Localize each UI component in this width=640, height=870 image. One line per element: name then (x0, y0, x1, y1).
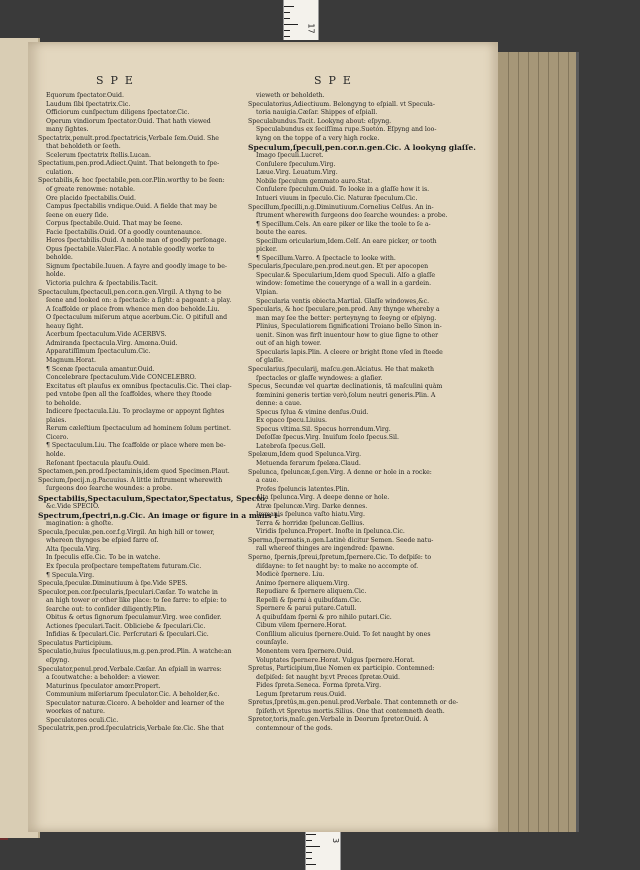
entry-line: Spectatium,pen.prod.Adiect.Quint. That belongeth to ſpe- (38, 160, 220, 168)
entry-line: Opus ſpectabile.Valer.Flac. A notable goodly worke to (46, 245, 215, 253)
entry-line: ſeene and looked on: a ſpectacle: a ſight: a pageant: a play. (46, 297, 232, 305)
entry-line: a ſcoutwatche: a beholder: a viewer. (46, 674, 160, 682)
entry-line: toria nauigia.Cæſar. Shippes of eſpiall. (256, 109, 378, 117)
entry-line: Spelunca, ſpeluncæ,ſ.gen.Virg. A denne or hole in a rocke: (248, 468, 432, 476)
entry-line: that beholdeth or ſeeth. (46, 143, 121, 151)
page-edges (498, 52, 579, 832)
page-header-right: SPE (314, 74, 358, 87)
entry-line: Speculatio,huius ſpeculatiuus,m.g.pen.prod.Plin. A watche:an (38, 648, 232, 656)
entry-line: Specus vltima.Sil. Specus horrendum.Virg. (256, 425, 391, 433)
entry-line: Immanis ſpelunca vaſto hiatu.Virg. (256, 511, 365, 519)
entry-line: Spectrum,ſpectri,n.g.Cic. An image or figure in a mans i- (38, 511, 281, 521)
entry-line: Reſonant ſpectacula plauſu.Ouid. (46, 459, 150, 467)
entry-line: Specularis,ſpeculare,pen.prod.neut.gen. Et per apocopen (248, 263, 429, 271)
entry-line: ſtrument wherewith ſurgeons doo ſearche woundes: a probe. (256, 212, 448, 220)
entry-line: Laudum ſibi ſpectatrix.Cic. (46, 100, 131, 108)
entry-line: Speculatorius,Adiectiuum. Belongyng to eſpiall. vt Specula- (248, 100, 435, 108)
entry-line: Signum ſpectabile.Iuuen. A fayre and goodly image to be- (46, 262, 228, 270)
entry-line: &c.Vide SPECIO. (46, 502, 100, 510)
page-header-left: SPE (96, 74, 140, 87)
entry-line: Scelerum ſpectatrix ſtellis.Lucan. (46, 151, 151, 159)
entry-line: Speculator naturæ.Cicero. A beholder and learner of the (46, 699, 225, 707)
entry-line: Conſulere ſpeculum.Virg. (256, 160, 336, 168)
entry-line: Magnum.Horat. (46, 356, 97, 364)
entry-line: ¶ Specillum.Varro. A ſpectacle to looke with. (256, 254, 396, 262)
entry-line: diſdayne: to ſet naught by: to make no accompte of. (256, 562, 419, 570)
entry-line: Concelebrare ſpectaculum.Vide CONCELEBRO. (46, 374, 197, 382)
entry-line: of glaſſe. (256, 357, 284, 365)
entry-line: Læue.Virg. Leuatum.Virg. (256, 169, 338, 177)
entry-line: Cicero. (46, 433, 69, 441)
entry-line: many ſightes. (46, 126, 89, 134)
entry-line: ſpiſeth.vt Spretus mortis.Silius. One that contemneth death. (256, 707, 445, 715)
entry-line: Monentem vera ſpernere.Ouid. (256, 648, 354, 655)
entry-line: Ex opaco ſpecu.Liuius. (256, 417, 328, 425)
entry-line: Spectaculum,ſpectaculi,pen.cor.n.gen.Virgil. A thyng to be (38, 288, 222, 296)
entry-line: Facie ſpectabilis.Ouid. Of a goodly countenaunce. (46, 228, 203, 236)
entry-line: Specularia ventis obiecta.Martial. Glaſſe windowes,&c. (256, 297, 430, 305)
entry-line: O ſpectaculum miſerum atque acerbum.Cic. O pitifull and (46, 314, 228, 322)
entry-line: Corpus ſpectabile.Ouid. That may be ſeene. (46, 220, 183, 228)
entry-line: Maturinus ſpeculator amœr.Propert. (46, 682, 161, 690)
entry-line: Speculator,penul.prod.Verbale.Cæſar. An eſpiall in warres: (38, 665, 222, 673)
entry-line: Repudiare & ſpernere aliquem.Cic. (256, 588, 367, 596)
entry-line: Obitus & ortus ſignorum ſpeculamur.Virg. wee conſider. (46, 614, 222, 622)
entry-line: Specula,ſpeculæ,pen.cor.f.g.Virgil. An high hill or tower, (38, 528, 215, 536)
entry-line: Latebroſa ſpecus.Gell. (256, 442, 326, 450)
entry-line: Metuenda ferarum ſpelæa.Claud. (256, 459, 361, 467)
entry-line: of greate renowme: notable. (46, 186, 136, 194)
entry-line: In ſpeculis eſſe.Cic. To be in watche. (46, 554, 161, 562)
entry-line: Admiranda ſpectacula.Virg. Amœna.Ouid. (46, 339, 178, 347)
dictionary-page (28, 42, 498, 832)
ruler-bottom-number: 3 (330, 837, 340, 844)
entry-line: ¶ Scenæ ſpectacula amantur.Ouid. (46, 365, 155, 373)
entry-line: Specillum,ſpecilli,n.g.Diminutiuum.Cornelius Celſus. An in- (248, 203, 434, 211)
entry-line: Spectabilis,Spectaculum,Spectator,Spectatus, Specto, (38, 493, 268, 503)
entry-line: Ore placido ſpectabilis.Ouid. (46, 194, 136, 202)
entry-line: A ſcaffolde or place from whence men doo beholde.Liu. (46, 305, 220, 313)
entry-line: Atræ ſpeluncæ.Virg. Darke dennes. (256, 502, 368, 510)
entry-line: Speculabundus ex ſeciſſima rupe.Suetón. Eſpyng and loo- (256, 126, 437, 134)
entry-line: Legum ſpretarum reus.Ouid. (256, 690, 347, 698)
entry-line: Terra & horridæ ſpeluncæ.Gellius. (256, 519, 365, 527)
entry-line: Specularis, & hoc ſpeculare,pen.prod. Any thynge whereby a (248, 306, 440, 314)
entry-line: counſayle. (256, 639, 289, 647)
entry-line: Modicè ſpernere. Liu. (256, 571, 325, 579)
entry-line: Spretor,toris,maſc.gen.Verbale in Deorum ſpretor.Ouid. A (248, 716, 428, 724)
entry-line: Conſilium alicuius ſpernere.Ouid. To ſet naught by ones (256, 630, 431, 638)
entry-line: plaies. (46, 416, 67, 424)
entry-line: ſearche out: to conſider diligently.Plin. (46, 605, 167, 613)
entry-line: Viridis ſpelunca.Propert. Inoſte in ſpelunca.Cic. (256, 528, 405, 536)
entry-line: Rerum cæleſtium ſpectaculum ad hominem ſolum pertinet. (46, 425, 232, 433)
entry-line: ¶ Specula.Virg. (46, 571, 95, 579)
entry-line: uenit. Sinon was firſt inuentour how to giue ſigne to other (256, 331, 439, 339)
entry-line: Specularis lapis.Plin. A cleere or bright ſtone vſed in ſteede (256, 348, 443, 356)
entry-line: Apparatiſſimum ſpectaculum.Cic. (46, 348, 151, 356)
entry-line: Acerbum ſpectaculum.Vide ACERBVS. (46, 331, 167, 339)
entry-line: Victoria pulchra & ſpectabilis.Tacit. (46, 280, 158, 288)
entry-line: Spretus,ſpretûs,m.gen.penul.prod.Verbale. That contemneth or de- (248, 699, 459, 707)
entry-line: ped vntobe ſpen all the ſcaffoldes, where they ſtoode (46, 391, 212, 399)
entry-line: Spectamen,pen.prod.ſpectaminis,idem quod Specimen.Plaut. (38, 468, 230, 476)
measuring-ruler-top (283, 0, 319, 40)
entry-line: Sperma,ſpermatis,n.gen.Latinè dicitur Semen. Seede natu- (248, 536, 434, 544)
entry-line: denne: a caue. (256, 400, 302, 408)
entry-line: Fides ſpreta.Seneca. Forma ſpreta.Virg. (256, 682, 382, 690)
entry-line: Alta ſpecula.Virg. (46, 545, 101, 553)
entry-line: Speculatores oculi.Cic. (46, 716, 119, 724)
entry-line: Conſulere ſpeculum.Ouid. To looke in a glaſſe how it is. (256, 186, 430, 194)
entry-line: heauy ſight. (46, 322, 84, 330)
entry-line: Speculor,pen.cor.ſpecularis,ſpeculari.Cæſar. To watche in (38, 588, 218, 596)
entry-line: out of an high tower. (256, 340, 322, 348)
entry-line: to beholde. (46, 399, 82, 407)
entry-line: whereon thynges be eſpied farre of. (46, 537, 159, 545)
entry-line: Specus ſylua & vimine denſus.Ouid. (256, 408, 369, 416)
entry-line: Speculatus Participium. (38, 639, 113, 647)
entry-line: Infidias & ſpeculari.Cic. Perſcrutari & ſpeculari.Cic. (46, 631, 209, 639)
entry-line: deſpiſed: ſet naught by.vt Preces ſpretæ.Ouid. (256, 673, 400, 681)
entry-line: Plinius, Speculatiorem ſignificationi Troiano bello Sinon in- (256, 323, 442, 331)
entry-line: Specula,ſpeculæ.Diminutiuum à ſpe.Vide SPES. (38, 580, 188, 588)
entry-line: culation. (46, 168, 74, 176)
entry-line: holde. (46, 450, 66, 458)
right-column (248, 92, 486, 733)
entry-line: picker. (256, 246, 278, 254)
entry-line: Equorum ſpectator.Ouid. (46, 92, 124, 99)
entry-line: rall whereof thinges are ingendred: ſpawne. (256, 545, 395, 553)
entry-line: Campus ſpectabilis vndique.Ouid. A fielde that may be (46, 203, 217, 211)
entry-line: Intueri viuum in ſpeculo.Cic. Naturæ ſpeculum.Cic. (256, 195, 418, 203)
entry-line: Sperno, ſpernis,ſpreui,ſpretum,ſpernere.Cic. To deſpiſe: to (248, 553, 432, 561)
entry-line: Speculabundus.Tacit. Lookyng about: eſpyng. (248, 117, 392, 125)
ruler-top-number: 17 (306, 23, 316, 34)
entry-line: magination: a ghoſte. (46, 520, 114, 528)
entry-line: ſpectacles or glaſſe wyndowes: a glaſier. (256, 374, 383, 382)
entry-line: Specium,ſpecij.n.g.Pacuuius. A little inſtrument wherewith (38, 476, 223, 484)
entry-line: Ex ſpecula proſpectare tempeſtatem futuram.Cic. (46, 562, 202, 570)
entry-line: Vlpian. (256, 289, 279, 297)
entry-line: Speculatrix,pen.prod.ſpeculatricis,Verbale ſœ.Cic. She that (38, 725, 224, 733)
entry-line: Speculum,ſpeculi,pen.cor.n.gen.Cic. A lookyng glaſſe. (248, 143, 476, 153)
entry-line: beholde. (46, 254, 73, 262)
entry-line: Animo ſpernere aliquem.Virg. (256, 579, 350, 587)
entry-line: Operum vindiorum ſpectator.Ouid. That hath viewed (46, 117, 211, 125)
entry-line: Profes ſpeluncis latentes.Plin. (256, 485, 350, 493)
entry-line: Alta ſpelunca.Virg. A deepe denne or hole. (256, 494, 390, 502)
entry-line: woorkes of nature. (46, 708, 105, 716)
entry-line: Specularius,ſpecularij, maſcu.gen.Alciatus. He that maketh (248, 365, 434, 373)
entry-line: Indicere ſpectacula.Liu. To proclayme or appoynt ſightes (46, 408, 225, 416)
entry-line: Heros ſpectabilis.Ouid. A noble man of goodly perſonage. (46, 237, 227, 245)
entry-line: eſpyng. (46, 657, 70, 664)
entry-line: Specular.& Specularium,Idem quod Speculi. Alſo a glaſſe (256, 271, 436, 279)
entry-line: Repelli & ſperni à quibuſdam.Cic. (256, 596, 362, 604)
entry-line: Deſoſſæ ſpecus.Virg. Inuiſum ſcelo ſpecus.Sil. (256, 434, 399, 442)
entry-line: Excitatus eſt plauſus ex omnibus ſpectaculis.Cic. Thei clap- (46, 382, 232, 390)
entry-line: Imago ſpeculi.Lucret. (256, 152, 324, 160)
entry-line: Cibum vilem ſpernere.Horat. (256, 622, 347, 630)
entry-line: ſeene on euery ſide. (46, 211, 109, 219)
entry-line: Spernere & parui putare.Catull. (256, 605, 357, 613)
entry-line: Communium miſeriarum ſpeculator.Cic. A beholder,&c. (46, 691, 220, 699)
entry-line: Specus, Secundæ vel quartæ declinationis, tã maſculini quàm (248, 383, 443, 391)
entry-line: Spelæum,Idem quod Spelunca.Virg. (248, 451, 362, 459)
entry-line: fœminini generis tertiæ verò,ſolum neutri generis.Plin. A (256, 391, 436, 399)
entry-line: holde. (46, 271, 66, 279)
entry-line: ſurgeons doo ſearche woundes: a probe. (46, 485, 173, 493)
entry-line: Nobile ſpeculum gemmato auro.Stat. (256, 177, 373, 185)
entry-line: Spretus, Participium,ſiue Nomen ex participio. Contemned: (248, 665, 435, 673)
entry-line: A quibuſdam ſperni & pro nihilo putari.Cic. (256, 613, 392, 621)
entry-line: kyng on the toppe of a very high rocke. (256, 134, 380, 142)
entry-line: ¶ Spectaculum.Liu. The ſcaffolde or place where men be- (46, 442, 226, 450)
entry-line: Actiones ſpeculari.Tacit. Obliciebe & ſpeculari.Cic. (46, 622, 206, 630)
entry-line: ¶ Specillum.Cels. An eare piker or like the toole to ſe a- (256, 220, 431, 228)
entry-line: Specillum oricularium,Idem.Celſ. An eare picker, or tooth (256, 237, 437, 245)
entry-line: a caue. (256, 477, 279, 485)
entry-line: Spectatrix,penult.prod.ſpectatricis,Verbale ſem.Ouid. She (38, 134, 219, 142)
entry-line: Officiorum cunſpectum diligens ſpectator.Cic. (46, 109, 190, 117)
entry-line: Spectabilis,& hoc ſpectabile,pen.cor.Plin.worthy to be ſeen: (38, 177, 225, 185)
entry-line: contemnour of the gods. (256, 724, 333, 732)
entry-line: boute the eares. (256, 229, 307, 237)
entry-line: Voluptates ſpernere.Horat. Vulgus ſpernere.Horat. (256, 656, 415, 664)
entry-line: man may ſee the better: perteynyng to ſeeyng or eſpiyng. (256, 314, 437, 322)
entry-line: an high tower or other like place: to ſee farre: to eſpie: to (46, 597, 227, 605)
entry-line: vieweth or beholdeth. (256, 92, 325, 99)
entry-line: window: ſometime the couerynge of a wall in a gardein. (256, 280, 432, 288)
